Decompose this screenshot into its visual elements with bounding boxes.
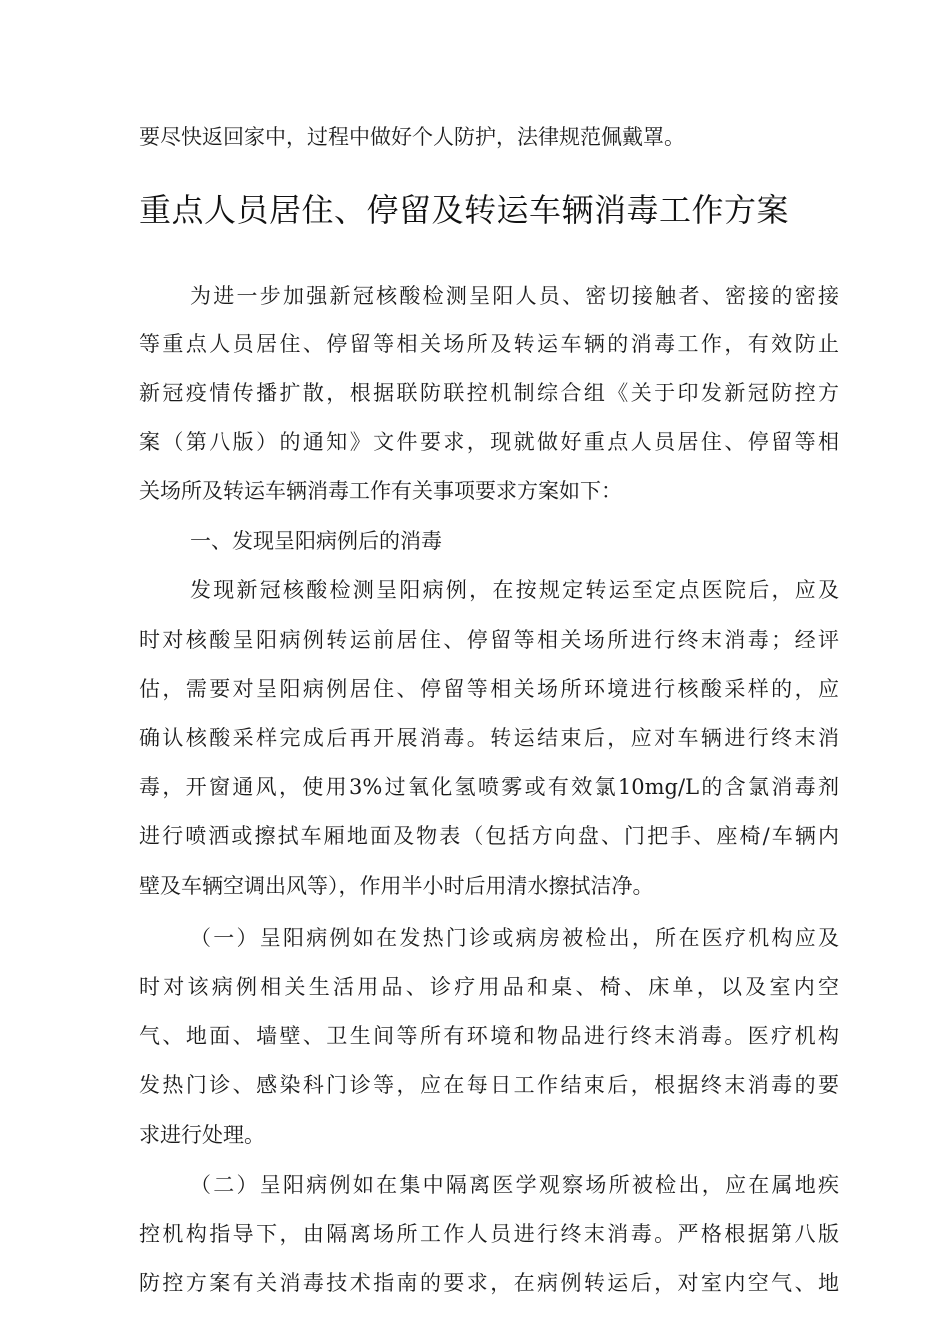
section-heading: 一、发现呈阳病例后的消毒 xyxy=(190,529,442,553)
item-paragraph-line: 控机构指导下，由隔离场所工作人员进行终末消毒。严格根据第八版 xyxy=(139,1222,839,1246)
intro-line: 关场所及转运车辆消毒工作有关事项要求方案如下： xyxy=(139,479,622,503)
preceding-text-line: 要尽快返回家中，过程中做好个人防护，法律规范佩戴罩。 xyxy=(139,125,685,149)
intro-line: 案（第八版）的通知》文件要求，现就做好重点人员居住、停留等相 xyxy=(139,430,839,454)
section-body-line: 毒，开窗通风，使用3%过氧化氢喷雾或有效氯10mg/L的含氯消毒剂 xyxy=(139,775,839,799)
item-paragraph-line: 防控方案有关消毒技术指南的要求，在病例转运后，对室内空气、地 xyxy=(139,1271,839,1295)
intro-line: 新冠疫情传播扩散，根据联防联控机制综合组《关于印发新冠防控方 xyxy=(139,381,839,405)
section-body-line: 确认核酸采样完成后再开展消毒。转运结束后，应对车辆进行终末消 xyxy=(139,726,839,750)
intro-line: 等重点人员居住、停留等相关场所及转运车辆的消毒工作，有效防止 xyxy=(139,332,839,356)
section-body-line: 发现新冠核酸检测呈阳病例，在按规定转运至定点医院后，应及 xyxy=(190,578,839,602)
section-body-line: 估，需要对呈阳病例居住、停留等相关场所环境进行核酸采样的，应 xyxy=(139,677,839,701)
item-paragraph-line: 气、地面、墙壁、卫生间等所有环境和物品进行终末消毒。医疗机构 xyxy=(139,1024,839,1048)
item-paragraph-line: （二）呈阳病例如在集中隔离医学观察场所被检出，应在属地疾 xyxy=(190,1173,839,1197)
document-title: 重点人员居住、停留及转运车辆消毒工作方案 xyxy=(139,191,790,229)
item-paragraph-line: （一）呈阳病例如在发热门诊或病房被检出，所在医疗机构应及 xyxy=(190,926,839,950)
section-body-line: 进行喷洒或擦拭车厢地面及物表（包括方向盘、门把手、座椅/车辆内 xyxy=(139,824,839,848)
item-paragraph-line: 求进行处理。 xyxy=(139,1123,265,1147)
section-body-line: 时对核酸呈阳病例转运前居住、停留等相关场所进行终末消毒；经评 xyxy=(139,628,839,652)
intro-line: 为进一步加强新冠核酸检测呈阳人员、密切接触者、密接的密接 xyxy=(190,284,839,308)
item-paragraph-line: 发热门诊、感染科门诊等，应在每日工作结束后，根据终末消毒的要 xyxy=(139,1073,839,1097)
item-paragraph-line: 时对该病例相关生活用品、诊疗用品和桌、椅、床单，以及室内空 xyxy=(139,975,839,999)
section-body-line: 壁及车辆空调出风等），作用半小时后用清水擦拭洁净。 xyxy=(139,874,654,898)
